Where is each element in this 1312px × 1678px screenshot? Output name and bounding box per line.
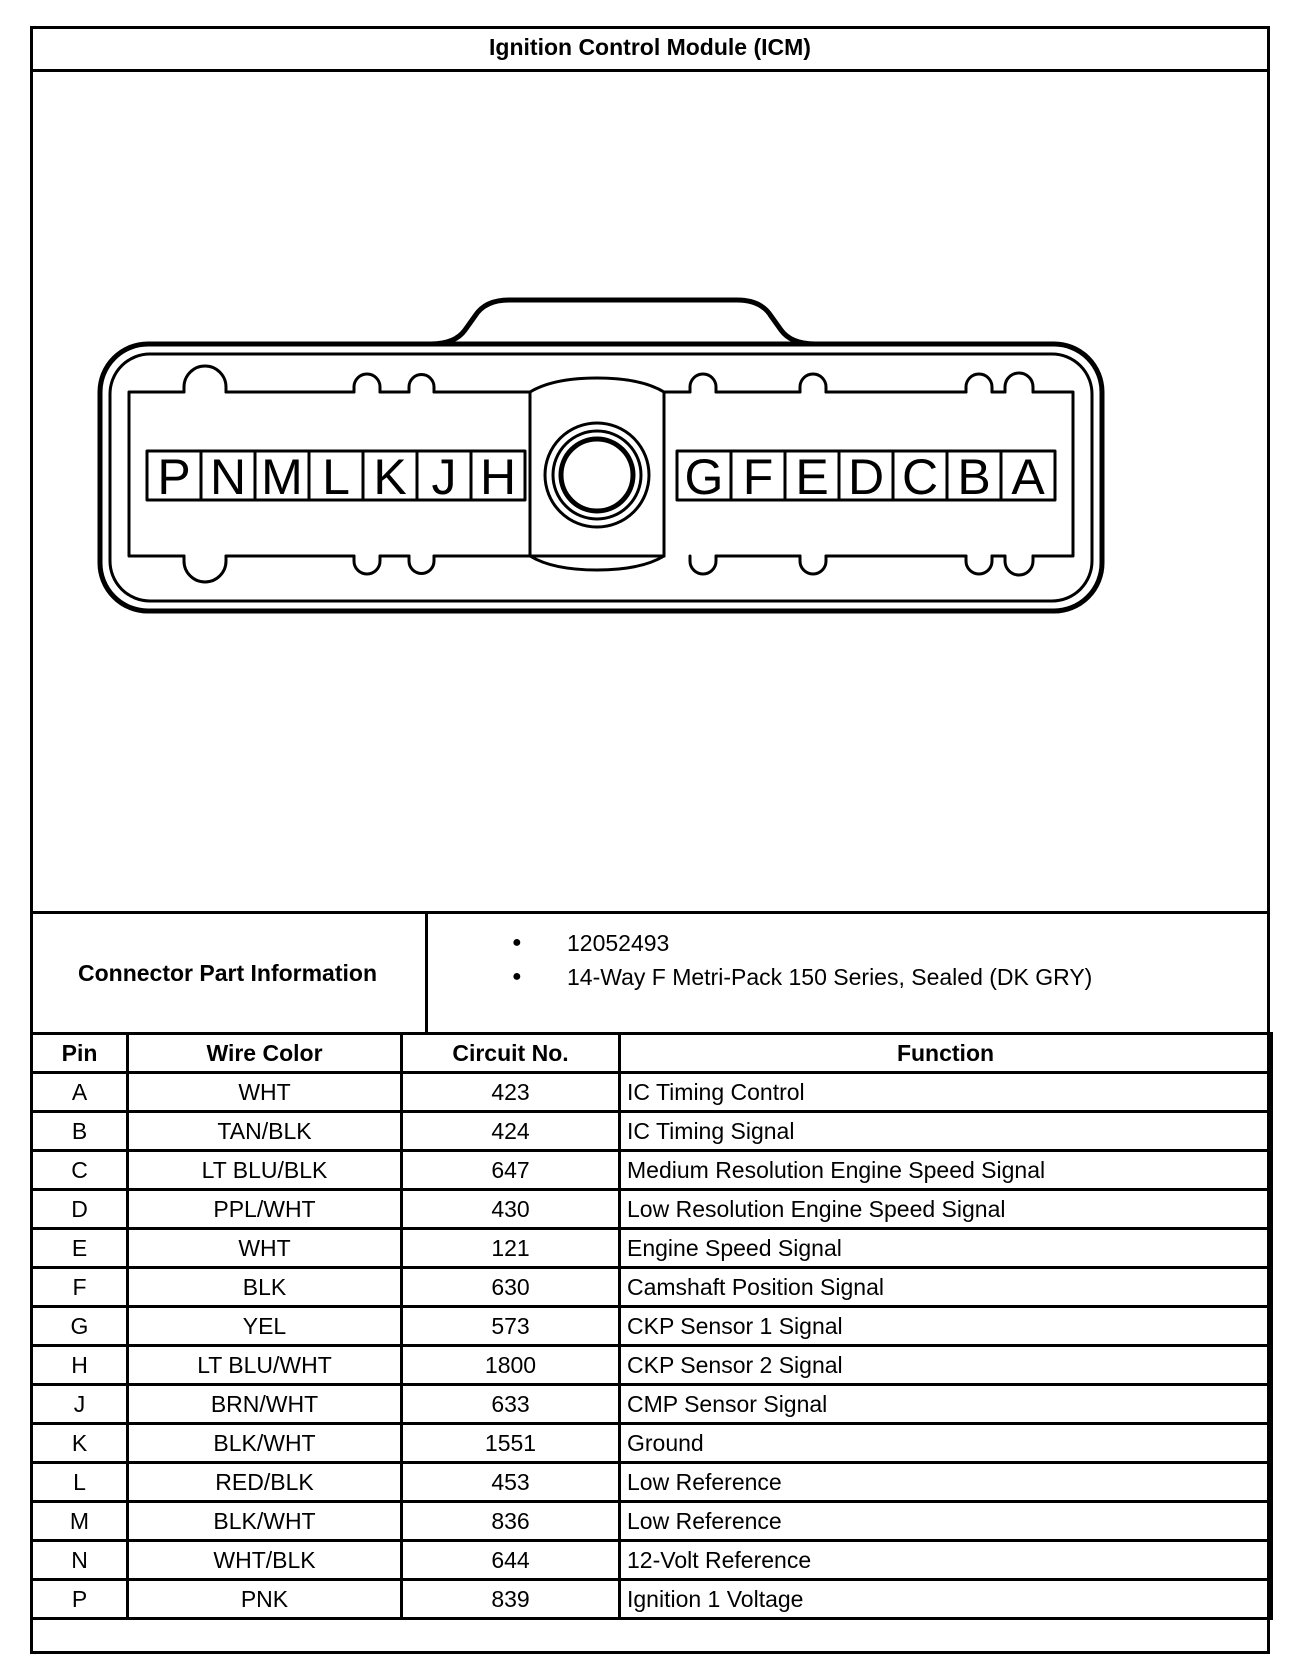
circuit-cell: 630 [402, 1268, 620, 1307]
function-cell: 12-Volt Reference [620, 1541, 1272, 1580]
pin-label-g: G [684, 449, 724, 505]
page-title [30, 26, 1270, 72]
wire-color-cell: WHT [128, 1073, 402, 1112]
wire-color-cell: WHT [128, 1229, 402, 1268]
circuit-cell: 121 [402, 1229, 620, 1268]
latch-notch [800, 374, 826, 392]
pin-label-l: L [322, 449, 350, 505]
wire-color-cell: BLK/WHT [128, 1424, 402, 1463]
wire-color-cell: YEL [128, 1307, 402, 1346]
wire-color-cell: LT BLU/BLK [128, 1151, 402, 1190]
pinout-table-body [32, 1073, 1272, 1619]
function-cell: Ground [620, 1424, 1272, 1463]
pin-cell: E [32, 1229, 128, 1268]
pin-label-h: H [479, 449, 517, 505]
wire-color-cell: BRN/WHT [128, 1385, 402, 1424]
latch-notch [966, 374, 992, 392]
table-row [32, 1229, 1272, 1268]
pin-cell: M [32, 1502, 128, 1541]
function-cell: IC Timing Control [620, 1073, 1272, 1112]
part-info-label-text: Connector Part Information [77, 959, 377, 986]
circuit-cell: 573 [402, 1307, 620, 1346]
latch-notch [690, 556, 716, 574]
circuit-cell: 836 [402, 1502, 620, 1541]
part-info-list [470, 926, 1092, 994]
pin-label-d: D [847, 449, 885, 505]
wire-color-cell: BLK/WHT [128, 1502, 402, 1541]
pin-cell: A [32, 1073, 128, 1112]
table-row [32, 1346, 1272, 1385]
function-cell: CKP Sensor 1 Signal [620, 1307, 1272, 1346]
circuit-cell: 1800 [402, 1346, 620, 1385]
latch-notch [800, 556, 826, 574]
connector-key-tab [431, 300, 815, 344]
latch-notch [354, 556, 380, 574]
part-info-item: ● 14-Way F Metri-Pack 150 Series, Sealed (DK GRY) [470, 960, 1092, 994]
wire-color-cell: PNK [128, 1580, 402, 1619]
function-cell: IC Timing Signal [620, 1112, 1272, 1151]
connector-diagram-area [33, 72, 1267, 912]
table-row [32, 1112, 1272, 1151]
circuit-cell: 1551 [402, 1424, 620, 1463]
center-divider [530, 392, 664, 556]
table-row [32, 1268, 1272, 1307]
table-row [32, 1424, 1272, 1463]
pin-label-b: B [957, 449, 991, 505]
table-row [32, 1541, 1272, 1580]
circuit-cell: 430 [402, 1190, 620, 1229]
wire-color-cell: TAN/BLK [128, 1112, 402, 1151]
center-boss-top [530, 378, 664, 392]
pin-label-p: P [157, 449, 191, 505]
latch-notch [690, 374, 716, 392]
circuit-cell: 423 [402, 1073, 620, 1112]
table-row [32, 1385, 1272, 1424]
function-cell: Engine Speed Signal [620, 1229, 1272, 1268]
function-cell: CMP Sensor Signal [620, 1385, 1272, 1424]
header-function: Function [620, 1034, 1272, 1073]
pin-label-e: E [795, 449, 829, 505]
function-cell: Low Reference [620, 1502, 1272, 1541]
part-info-label [30, 914, 428, 1032]
pin-cell: N [32, 1541, 128, 1580]
latch-notch [184, 366, 226, 392]
table-row [32, 1073, 1272, 1112]
wire-color-cell: BLK [128, 1268, 402, 1307]
pin-label-k: K [373, 449, 407, 505]
pin-cell: P [32, 1580, 128, 1619]
pin-cell: F [32, 1268, 128, 1307]
function-cell: Ignition 1 Voltage [620, 1580, 1272, 1619]
table-row [32, 1151, 1272, 1190]
latch-notch [354, 374, 380, 392]
pin-cell: D [32, 1190, 128, 1229]
header-pin: Pin [32, 1034, 128, 1073]
wire-color-cell: WHT/BLK [128, 1541, 402, 1580]
circuit-cell: 633 [402, 1385, 620, 1424]
table-row [32, 1502, 1272, 1541]
table-header-row [32, 1034, 1272, 1073]
pin-cell: H [32, 1346, 128, 1385]
table-row [32, 1580, 1272, 1619]
function-cell: Low Resolution Engine Speed Signal [620, 1190, 1272, 1229]
circuit-cell: 424 [402, 1112, 620, 1151]
table-row [32, 1463, 1272, 1502]
circuit-cell: 453 [402, 1463, 620, 1502]
wire-color-cell: RED/BLK [128, 1463, 402, 1502]
wire-color-cell: PPL/WHT [128, 1190, 402, 1229]
pin-cell: C [32, 1151, 128, 1190]
header-wire-color: Wire Color [128, 1034, 402, 1073]
table-row [32, 1307, 1272, 1346]
latch-notch [409, 375, 434, 392]
connector-part-information [30, 911, 1270, 1035]
latch-notch [409, 556, 434, 573]
pin-cell: B [32, 1112, 128, 1151]
pinout-table [30, 1032, 1273, 1620]
function-cell: Medium Resolution Engine Speed Signal [620, 1151, 1272, 1190]
center-boss-bottom [530, 556, 664, 570]
pin-cell: L [32, 1463, 128, 1502]
function-cell: Camshaft Position Signal [620, 1268, 1272, 1307]
table-row [32, 1190, 1272, 1229]
pin-cell: J [32, 1385, 128, 1424]
pin-label-j: J [431, 449, 457, 505]
pin-label-a: A [1011, 449, 1045, 505]
latch-notch [1005, 373, 1033, 392]
pin-cell: G [32, 1307, 128, 1346]
pin-cell: K [32, 1424, 128, 1463]
pin-label-n: N [209, 449, 247, 505]
bolt-hole-inner [561, 439, 633, 511]
right-pin-group [685, 449, 1046, 505]
title-text: Ignition Control Module (ICM) [489, 34, 811, 60]
function-cell: CKP Sensor 2 Signal [620, 1346, 1272, 1385]
connector-face-svg [33, 72, 1267, 912]
circuit-cell: 644 [402, 1541, 620, 1580]
latch-notch [966, 556, 992, 574]
bolt-hole-middle [553, 431, 641, 519]
part-info-item: ● 12052493 [470, 926, 1092, 960]
circuit-cell: 839 [402, 1580, 620, 1619]
function-cell: Low Reference [620, 1463, 1272, 1502]
pin-label-c: C [901, 449, 939, 505]
circuit-cell: 647 [402, 1151, 620, 1190]
latch-notch [184, 556, 226, 582]
left-pin-group [157, 449, 516, 505]
pin-label-f: F [742, 449, 774, 505]
header-circuit-no: Circuit No. [402, 1034, 620, 1073]
latch-notch [1005, 556, 1033, 575]
wire-color-cell: LT BLU/WHT [128, 1346, 402, 1385]
pin-label-m: M [261, 449, 303, 505]
